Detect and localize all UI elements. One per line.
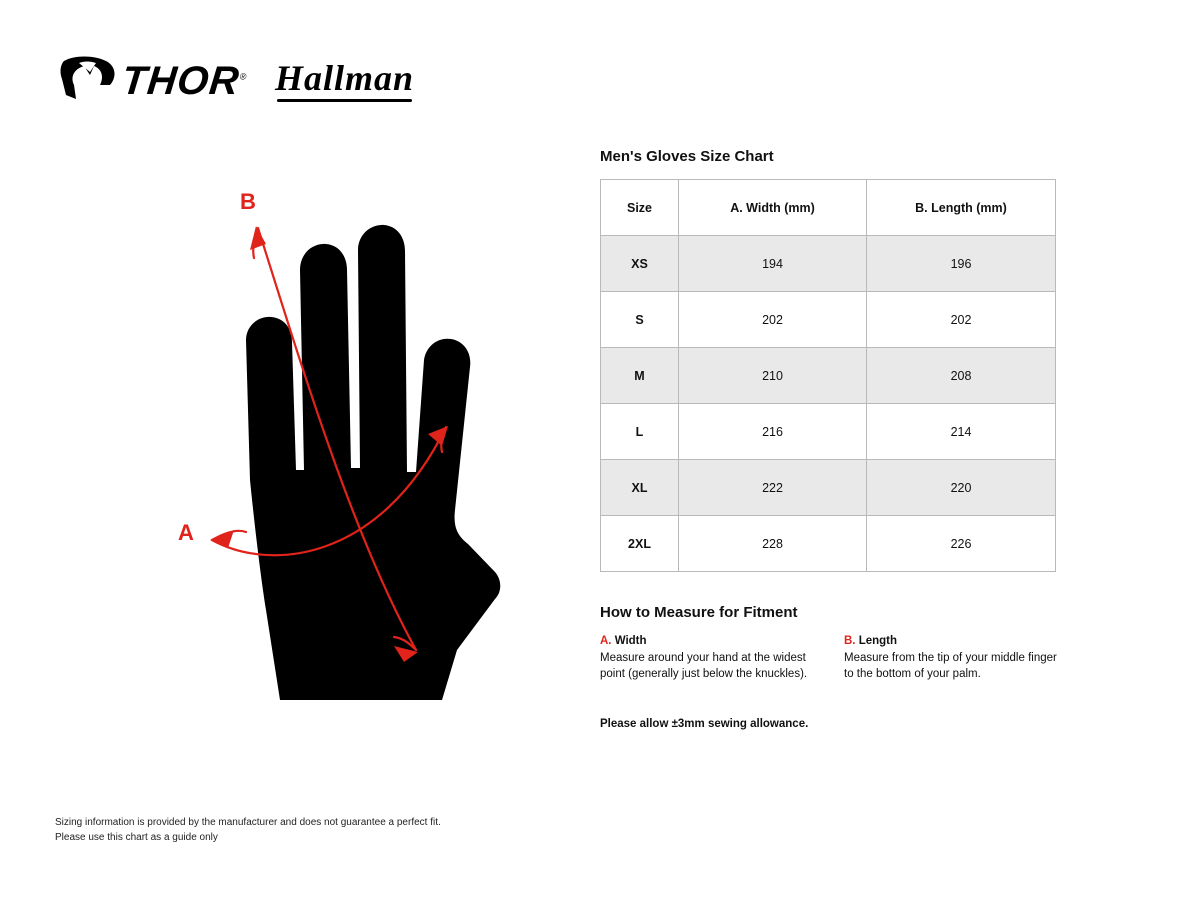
- cell-length: 220: [867, 460, 1056, 516]
- hallman-logo: [274, 57, 414, 102]
- thor-logo: [60, 55, 247, 106]
- cell-size: XS: [601, 236, 679, 292]
- cell-width: 202: [679, 292, 867, 348]
- thor-wordmark: THOR®: [119, 58, 248, 103]
- cell-size: 2XL: [601, 516, 679, 572]
- thor-helmet-icon: [60, 55, 118, 106]
- table-row: [601, 292, 1056, 348]
- measure-heading-b: [844, 635, 1060, 647]
- measure-block-length: [844, 635, 1060, 682]
- cell-size: L: [601, 404, 679, 460]
- hand-measurement-diagram: [150, 180, 570, 720]
- cell-length: 214: [867, 404, 1056, 460]
- cell-width: 210: [679, 348, 867, 404]
- diagram-label-b: B: [240, 189, 256, 214]
- measure-heading-a: [600, 635, 816, 647]
- hand-silhouette: [246, 225, 500, 700]
- cell-length: 196: [867, 236, 1056, 292]
- measure-text-a: Measure around your hand at the widest point (generally just below the knuckles).: [600, 652, 808, 680]
- table-row: [601, 460, 1056, 516]
- column-header-width: A. Width (mm): [679, 180, 867, 236]
- cell-width: 222: [679, 460, 867, 516]
- table-row: [601, 348, 1056, 404]
- table-row: [601, 404, 1056, 460]
- sewing-allowance-note: Please allow ±3mm sewing allowance.: [600, 718, 809, 731]
- size-chart-table: [600, 179, 1056, 572]
- disclaimer-line-2: Please use this chart as a guide only: [55, 831, 218, 843]
- column-header-size: Size: [601, 180, 679, 236]
- disclaimer-line-1: Sizing information is provided by the manufacturer and does not guarantee a perfect fit.: [55, 817, 441, 828]
- brand-header: [60, 55, 414, 106]
- cell-width: 194: [679, 236, 867, 292]
- measure-name-a: Width: [614, 635, 647, 647]
- table-row: [601, 516, 1056, 572]
- measure-key-a: A.: [600, 635, 612, 647]
- size-chart-panel: [600, 148, 1060, 730]
- hallman-underline: [277, 99, 412, 102]
- table-row: [601, 236, 1056, 292]
- cell-width: 228: [679, 516, 867, 572]
- cell-width: 216: [679, 404, 867, 460]
- measure-section-title: How to Measure for Fitment: [600, 604, 798, 621]
- measure-instructions: [600, 635, 1060, 682]
- diagram-label-a: A: [178, 520, 194, 545]
- measure-block-width: [600, 635, 816, 682]
- table-header-row: [601, 180, 1056, 236]
- cell-size: S: [601, 292, 679, 348]
- cell-length: 208: [867, 348, 1056, 404]
- column-header-length: B. Length (mm): [867, 180, 1056, 236]
- registered-mark: ®: [239, 71, 248, 82]
- measure-name-b: Length: [858, 635, 898, 647]
- cell-size: XL: [601, 460, 679, 516]
- cell-length: 226: [867, 516, 1056, 572]
- cell-size: M: [601, 348, 679, 404]
- measure-key-b: B.: [844, 635, 856, 647]
- disclaimer: [55, 816, 441, 845]
- cell-length: 202: [867, 292, 1056, 348]
- page-title: Men's Gloves Size Chart: [600, 148, 774, 165]
- measure-text-b: Measure from the tip of your middle finger to the bottom of your palm.: [844, 652, 1057, 680]
- hallman-wordmark: Hallman: [274, 57, 414, 98]
